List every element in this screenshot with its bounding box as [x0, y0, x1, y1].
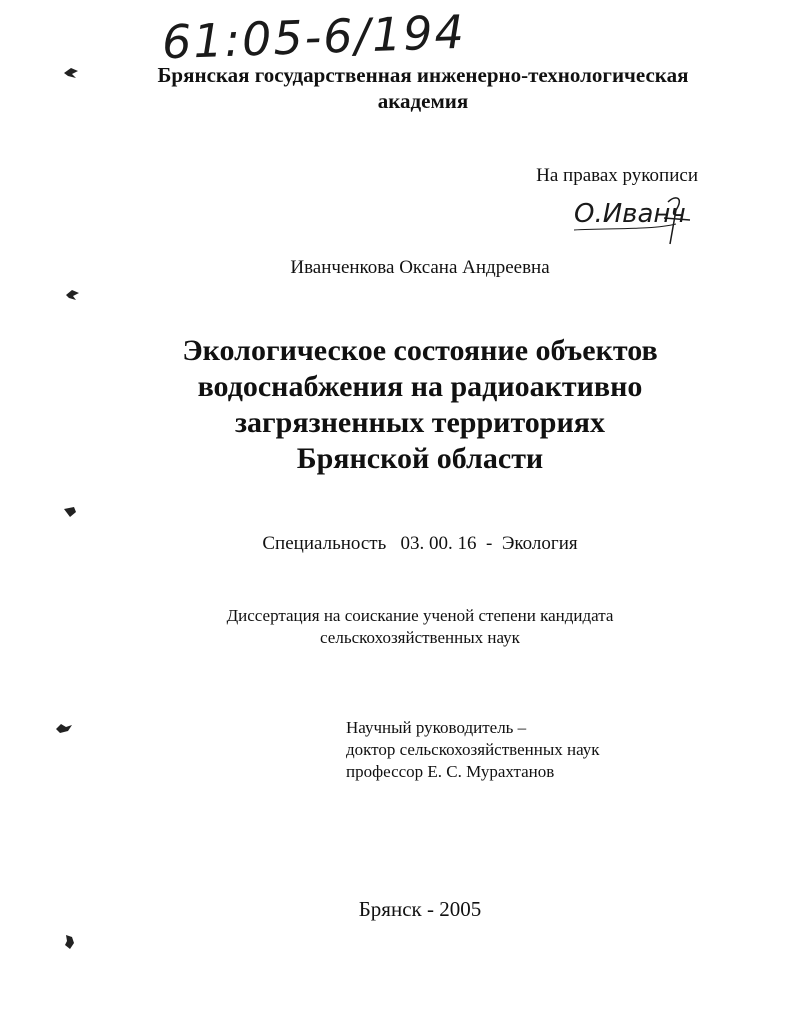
- specialty-name: Экология: [501, 533, 578, 554]
- institution-line-1: Брянская государственная инженерно-технологическая: [157, 63, 689, 87]
- institution-line-2: академия: [377, 89, 469, 113]
- title-line-4: Брянской области: [296, 442, 544, 475]
- supervisor-block: [346, 717, 600, 783]
- author-name: Иванченкова Оксана Андреевна: [290, 257, 550, 278]
- scan-mark-icon: [62, 66, 80, 80]
- svg-text:О.Иванч: О.Иванч: [574, 199, 686, 229]
- scan-mark-icon: [64, 287, 82, 301]
- scan-mark-icon: [62, 505, 78, 519]
- city-year: Брянск - 2005: [358, 897, 482, 921]
- supervisor-line-1: Научный руководитель –: [346, 718, 527, 737]
- handwritten-catalog-code: 61:05-6/194: [161, 4, 467, 70]
- institution-name: [118, 62, 728, 114]
- rights-note: На правах рукописи: [536, 165, 698, 186]
- author-signature: [572, 190, 692, 252]
- specialty-label: Специальность: [262, 533, 387, 554]
- degree-line-1: Диссертация на соискание ученой степени кандидата: [226, 606, 614, 625]
- scan-mark-icon: [54, 721, 74, 735]
- degree-statement: [120, 605, 720, 649]
- scan-mark-icon: [62, 933, 76, 951]
- dissertation-title: [110, 333, 730, 477]
- title-line-2: водоснабжения на радиоактивно: [197, 370, 643, 403]
- title-line-1: Экологическое состояние объектов: [182, 334, 658, 367]
- title-line-3: загрязненных территориях: [235, 406, 605, 439]
- specialty-code: 03. 00. 16: [400, 533, 477, 554]
- degree-line-2: сельскохозяйственных наук: [320, 628, 520, 647]
- supervisor-line-3: профессор Е. С. Мурахтанов: [346, 762, 555, 781]
- specialty-line: [120, 533, 720, 555]
- supervisor-line-2: доктор сельскохозяйственных наук: [346, 740, 600, 759]
- specialty-separator: -: [486, 533, 493, 554]
